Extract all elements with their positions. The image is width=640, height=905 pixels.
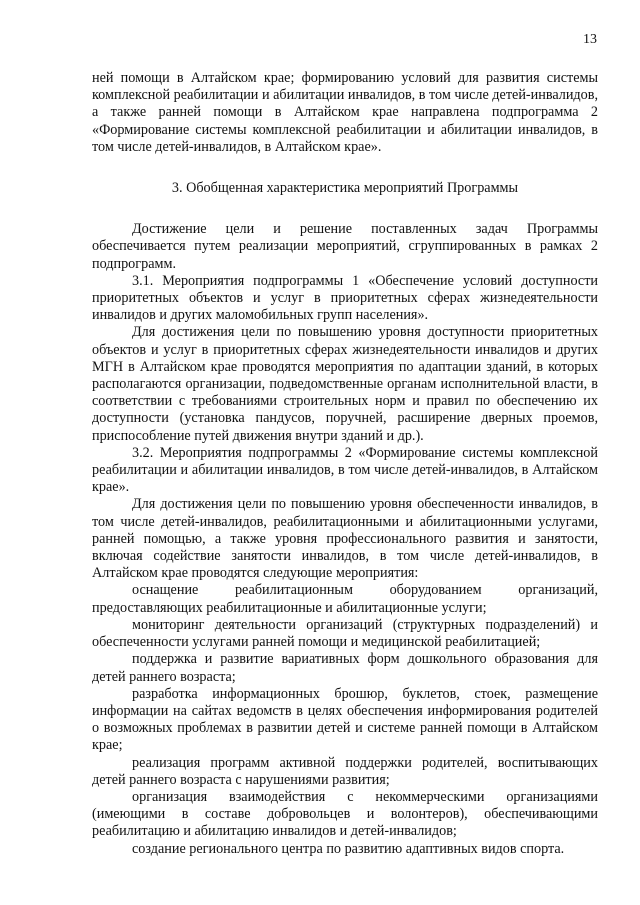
paragraph: Достижение цели и решение поставленных задач Программы обеспечивается путем реализации мероприятий, сгруппированных в рамках 2 подпрограмм. <box>92 221 598 272</box>
list-item: оснащение реабилитационным оборудованием организаций, предоставляющих реабилитационные и абилитационные услуги; <box>92 582 598 616</box>
list-item: реализация программ активной поддержки родителей, воспитывающих детей раннего возраста с нарушениями развития; <box>92 754 598 788</box>
section-heading: 3. Обобщенная характеристика мероприятий Программы <box>171 180 519 197</box>
list-item: поддержка и развитие вариативных форм дошкольного образования для детей раннего возраста; <box>92 651 598 685</box>
paragraph: 3.1. Мероприятия подпрограммы 1 «Обеспечение условий доступности приоритетных объектов и услуг в приоритетных сферах жизнедеятельности инвалидов и других маломобильных групп населения». <box>92 272 598 324</box>
list-item: создание регионального центра по развитию адаптивных видов спорта. <box>132 840 565 857</box>
list-item: мониторинг деятельности организаций (структурных подразделений) и обеспеченности услугами ранней помощи и медицинской реабилитацией; <box>92 616 598 651</box>
page-number: 13 <box>583 32 597 47</box>
list-item: разработка информационных брошюр, буклетов, стоек, размещение информации на сайтах ведомств в целях обеспечения информирования родителей о возможных проблемах в развитии детей и системе ранней помощи в Алтайском крае; <box>92 685 598 754</box>
document-body <box>92 70 598 858</box>
paragraph: ней помощи в Алтайском крае; формированию условий для развития системы комплексной реабилитации и абилитации инвалидов, в том числе детей-инвалидов, а также ранней помощи в Алтайском крае направлена подпрограмма 2 «Формирование системы комплексной реабилитации и абилитации инвалидов, в том числе детей-инвалидов, в Алтайском крае». <box>92 70 598 155</box>
list-item: организация взаимодействия с некоммерческими организациями (имеющими в составе добровольцев и волонтеров), обеспечивающими реабилитацию и абилитацию инвалидов и детей-инвалидов; <box>92 788 598 840</box>
paragraph: 3.2. Мероприятия подпрограммы 2 «Формирование системы комплексной реабилитации и абилитации инвалидов, в том числе детей-инвалидов, в Алтайском крае». <box>92 444 598 496</box>
paragraph: Для достижения цели по повышению уровня обеспеченности инвалидов, в том числе детей-инвалидов, реабилитационными и абилитационными услугами, ранней помощью, а также уровня профессионального развития и занятости, включая содействие занятости инвалидов, в том числе детей-инвалидов, в Алтайском крае проводятся следующие мероприятия: <box>92 496 598 582</box>
paragraph: Для достижения цели по повышению уровня доступности приоритетных объектов и услуг в приоритетных сферах жизнедеятельности инвалидов и других МГН в Алтайском крае проводятся мероприятия по адаптации зданий, в которых располагаются организации, подведомственные органам исполнительной власти, в соответствии с требованиями строительных норм и правил по обеспечению их доступности (установка пандусов, поручней, расширение дверных проемов, приспособление путей движения внутри зданий и др.). <box>92 324 598 444</box>
